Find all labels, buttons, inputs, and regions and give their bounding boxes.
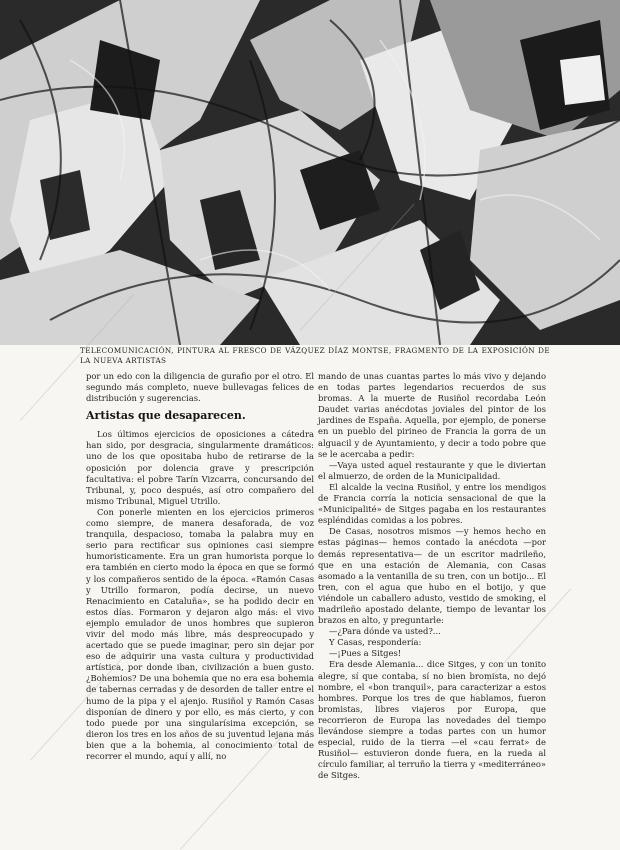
dialog-line: —¿Para dónde va usted?... [329,626,441,637]
left-column [86,371,314,762]
photo-caption: TELECOMUNICACIÓN, PINTURA AL FRESCO DE VÁZQUEZ DÍAZ MONTSE, FRAGMENTO DE LA EXPOSICIÓN DE LA NUEVA ARTISTAS [80,346,550,365]
dialog-line: —Vaya usted aquel restaurante y que le diviertan el almuerzo, de orden de la Municipalidad. [318,459,546,481]
body-paragraph: Los últimos ejercicios de oposiciones a cátedra han sido, por desgracia, singularmente dramáticos: uno de los que opositaba hubo de retirarse de la oposición por dolencia grave y prescripción facultativa: el pobre Tarín Vizcarra, concursando del Tribunal, y, poco después, así otro compañero del mismo Tribunal, Miguel Utrillo. [86,429,314,506]
fresco-photograph [0,0,620,345]
right-column [318,371,546,781]
body-paragraph: mando de unas cuantas partes lo más vivo y dejando en todas partes legendarios recuerdos de sus bromas. A la muerte de Rusiñol recordaba León Daudet varias anécdotas joviales del pintor de los jardines de España. Aquella, por ejemplo, de ponerse en un pueblo del pirineo de Francia la gorra de un alguacil y de Ayuntamiento, y decir a todo pobre que se le acercaba a pedir: [318,371,546,459]
body-paragraph: De Casas, nosotros mismos —y hemos hecho en estas páginas— hemos contado la anécdota —por demás representativa— de un escritor madrileño, que en una estación de Alemania, con Casas asomado a la ventanilla de su tren, con un botijo... El tren, con el agua que hubo en el botijo, y que viéndole un caballero adusto, vestido de smoking, el madrileño apostado delante, tiempo de levantar los brazos en alto, y preguntarle: [318,526,546,626]
body-paragraph: Con ponerle mienten en los ejercicios primeros como siempre, de manera desaforada, de voz tranquila, despacioso, tomaba la palabra muy en serio para rectificar sus opiniones casi siempre humoristicamente. Era un gran humorista porque lo era también en cierto modo la época en que se formó y los compañeros sentido de la época. «Ramón Casas y Utrillo formaron, podía decirse, un nuevo Renacimiento en Cataluña», se ha podido decir en estos días. Formaron y dejaron algo más: el vivo ejemplo emulador de unos hombres que supieron vivir del modo más libre, más despreocupado y acertado que se puede imaginar, pero sin dejar por eso de adquirir una vasta cultura y productividad artística, por donde iban, civilización a buen gusto. ¿Bohemios? De una bohemia que no era esa bohemia de tabernas cerradas y de desorden de taller entre el humo de la pipa y el ajenjo. Rusiñol y Ramón Casas disponían de dinero y por ello, es más cierto, y con todo puede por una singularísima excepción, se dieron los tres en los años de su juventud lejana más bien que a la bohemia, al conocimiento total de recorrer el mundo, aquí y allí, no [86,506,314,761]
fresco-image [0,0,620,345]
body-paragraph: Era desde Alemania... dice Sitges, y con un tonito alegre, sí que contaba, sí no bien bromista, no dejó nombre, el «bon tranquil», para caracterizar a estos hombres. Porque los tres de que hablamos, fueron bromistas, libres viajeros por Europa, que recorrieron de Europa las novedades del tiempo llevándose siempre a todas partes con un humor especial, ruido de la tierra —el «cau ferrat» de Rusiñol— estuvieron donde fuera, en la rueda al círculo familiar, al terruño la tierra y «mediterráneo» de Sitges. [318,659,546,781]
section-heading: Artistas que desaparecen. [86,409,246,423]
intro-paragraph: por un edo con la diligencia de gurafio por el otro. El segundo más completo, nueve bullevagas felices de distribución y sugerencias. [86,371,314,404]
dialog-line: Y Casas, respondería: [329,637,422,648]
body-paragraph: El alcalde la vecina Rusiñol, y entre los mendigos de Francia corría la noticia sensacional de que la «Municipalité» de Sitges pagaba en los restaurantes espléndidas comidas a los pobres. [318,481,546,526]
dialog-line: —¡Pues a Sitges! [329,648,402,659]
